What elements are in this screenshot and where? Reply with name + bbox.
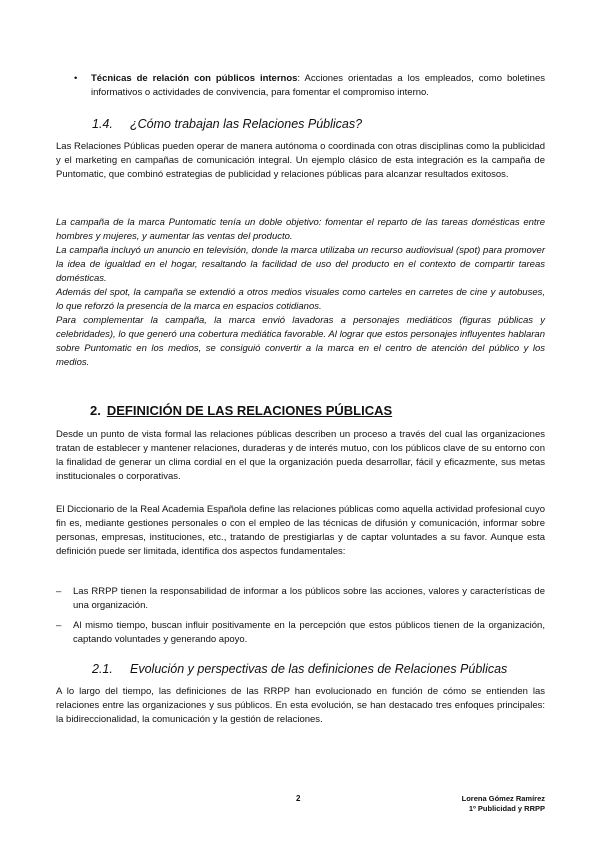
paragraph-rrpp-work: [56, 140, 545, 182]
dash-text: Las RRPP tienen la responsabilidad de informar a los públicos sobre las acciones, valores y características de una organización.: [73, 586, 545, 611]
paragraph-rae-definition: [56, 503, 545, 559]
dash-icon: –: [56, 586, 62, 597]
page-number: 2: [296, 794, 301, 803]
section-number: 2.: [90, 403, 101, 418]
section-heading-1-4: [92, 117, 362, 131]
footer-course: 1º Publicidad y RRPP: [468, 804, 545, 813]
dash-item-inform: [56, 585, 545, 613]
section-title: Evolución y perspectivas de las definiciones de Relaciones Públicas: [130, 662, 508, 676]
section-title: DEFINICIÓN DE LAS RELACIONES PÚBLICAS: [106, 403, 393, 418]
dash-icon: –: [56, 620, 62, 631]
example-line-4: Para complementar la campaña, la marca envió lavadoras a personajes mediáticos (figuras públicas y celebridades), lo que generó una cobertura mediática favorable. Al lograr que estos personajes influyentes hablaran sobre Puntomatic en los medios, se consiguió convertir a la marca en el centro de atención del público y los medios.: [56, 315, 545, 368]
section-heading-2-1: [92, 662, 507, 676]
bullet-icon: •: [74, 73, 78, 84]
section-title: ¿Cómo trabajan las Relaciones Públicas?: [130, 117, 363, 131]
paragraph-text: Las Relaciones Públicas pueden operar de manera autónoma o coordinada con otras disciplinas como la publicidad y el marketing en campañas de comunicación integral. Un ejemplo clásico de esta integración es la campaña de Puntomatic, que combinó estrategias de publicidad y relaciones públicas para alcanzar resultados exitosos.: [56, 141, 545, 180]
example-line-1: La campaña de la marca Puntomatic tenía un doble objetivo: fomentar el reparto de las tareas domésticas entre hombres y mujeres, y aumentar las ventas del producto.: [56, 217, 545, 242]
example-line-2: La campaña incluyó un anuncio en televisión, donde la marca utilizaba un recurso audiovisual (spot) para promover la idea de igualdad en el hogar, resaltando la facilidad de uso del producto en el contexto de compartir tareas domésticas.: [56, 245, 545, 284]
example-line-3: Además del spot, la campaña se extendió a otros medios visuales como carteles en carretes de cine y autobuses, lo que reforzó la presencia de la marca en espacios cotidianos.: [56, 287, 545, 312]
paragraph-text: A lo largo del tiempo, las definiciones de las RRPP han evolucionado en función de cómo se entienden las relaciones entre las organizaciones y sus públicos. En esta evolución, se han destacado tres enfoques principales: la bidireccionalidad, la comunicación y la gestión de relaciones.: [56, 686, 545, 725]
paragraph-formal-definition: [56, 428, 545, 484]
footer-author: Lorena Gómez Ramírez: [461, 794, 545, 803]
dash-item-influence: [56, 619, 545, 647]
bullet-item-internal-techniques: [56, 72, 545, 100]
section-number: 2.1.: [92, 662, 113, 676]
example-puntomatic: [56, 216, 545, 370]
dash-text: Al mismo tiempo, buscan influir positivamente en la percepción que estos públicos tienen de la organización, captando voluntades y generando apoyo.: [73, 620, 545, 645]
paragraph-text: Desde un punto de vista formal las relaciones públicas describen un proceso a través del cual las organizaciones tratan de establecer y mantener relaciones, duraderas y de interés mutuo, con los públicos clave de su entorno con la finalidad de generar un clima cordial en el que la organización pueda desarrollar, fácil y eficazmente, sus metas institucionales o corporativas.: [56, 429, 545, 482]
footer-credits: [462, 794, 545, 814]
bullet-term: Técnicas de relación con públicos internos: [91, 73, 298, 84]
section-number: 1.4.: [92, 117, 113, 131]
paragraph-evolution: [56, 685, 545, 727]
paragraph-text: El Diccionario de la Real Academia Española define las relaciones públicas como aquella actividad profesional cuyo fin es, mediante gestiones personales o con el empleo de las técnicas de difusión y comunicación, informar sobre personas, empresas, instituciones, etc., tratando de prestigiarlas y de captar voluntades a su favor. Aunque esta definición puede ser limitada, identifica dos aspectos fundamentales:: [56, 504, 545, 557]
bullet-text: [91, 72, 545, 100]
bullet-description: : Acciones orientadas a los empleados, como boletines informativos o actividades de convivencia, para fomentar el compromiso interno.: [91, 73, 545, 98]
section-heading-2: [90, 403, 392, 418]
